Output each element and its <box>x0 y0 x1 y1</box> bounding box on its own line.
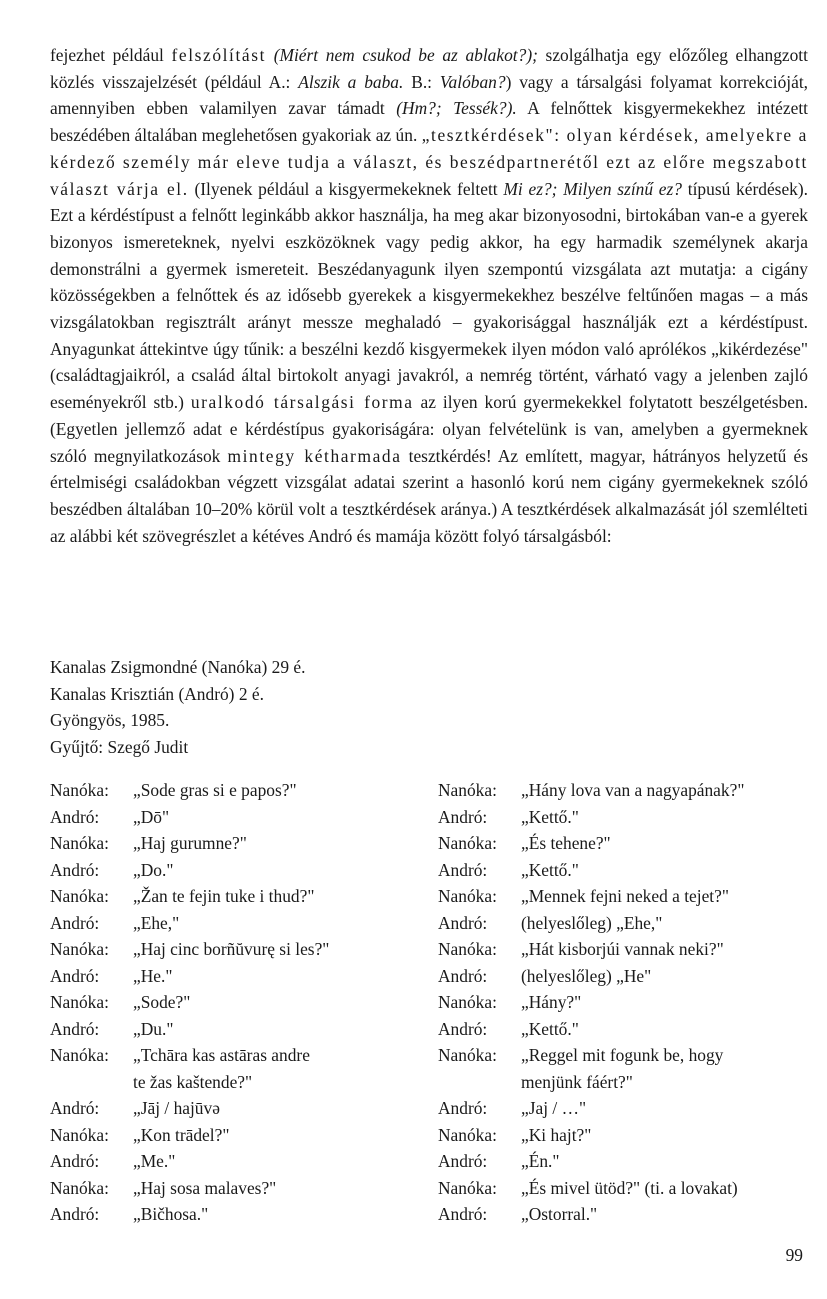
italic-run: (Hm?; Tessék?). <box>396 98 517 119</box>
italic-run: Alszik a baba. <box>298 71 404 92</box>
spaced-run: felszólítást <box>171 45 267 65</box>
utterance-line: „És mivel ütöd?" (ti. a lovakat) <box>521 1177 738 1198</box>
dialog-turn <box>438 1042 818 1095</box>
dialog-turn <box>438 1016 818 1043</box>
text-run: tesztkérdés! Az említett, magyar, hátrányos helyzetű és értelmiségi családokban végzett vizsgálat adatai szerint a hasonló korú nem cigány gyermekeknek szóló beszédben általában 10–20% körül volt a tesztkérdések aránya.) A tesztkérdések alkalmazását jól szemlélteti az alábbi két szövegrészlet a kétéves Andró és mamája között folyó társalgásból: <box>50 445 808 546</box>
dialog-turn <box>438 777 818 804</box>
body-paragraph <box>50 42 808 549</box>
dialog-turn <box>50 1016 430 1043</box>
dialog-turn <box>438 910 818 937</box>
text-run: az ilyen korú gyermekekkel folytatott beszélgetésben. (Egyetlen jellemző adat e kérdéstípus gyakoriságára: olyan felvételünk is van, amelyben a gyermeknek szóló megnyilatkozások <box>50 392 808 466</box>
utterance <box>521 1095 818 1122</box>
utterance-line: „Kettő." <box>521 1018 579 1039</box>
dialog-turn <box>50 989 430 1016</box>
utterance-line: „Hány lova van a nagyapának?" <box>521 780 745 800</box>
utterance-line: „Haj cinc borñŭvurę si les?" <box>133 939 330 959</box>
speaker-name: Andró: <box>438 1151 488 1171</box>
utterance <box>133 1122 430 1149</box>
speaker-name: Andró: <box>50 1098 100 1118</box>
utterance <box>521 1122 818 1149</box>
utterance-line: „Sode?" <box>133 992 191 1012</box>
dialog-turn <box>438 804 818 831</box>
utterance <box>133 989 430 1016</box>
dialog-turn <box>438 936 818 963</box>
utterance-line: „Dō" <box>133 806 170 827</box>
utterance <box>521 1148 818 1175</box>
speaker-name: Nanóka: <box>50 1177 109 1198</box>
text-run: A felnőttek kisgyermekekhez intézett beszédében általában meglehetősen gyakoriak az ún. <box>50 98 809 146</box>
dialog-turn <box>438 1095 818 1122</box>
dialog-turn <box>50 804 430 831</box>
italic-run: (Miért nem csukod be az ablakot?); <box>273 45 538 65</box>
utterance-line: „Kon trādel?" <box>133 1124 230 1145</box>
speaker-name: Andró: <box>438 1018 488 1039</box>
recording-source-info <box>50 654 550 760</box>
utterance-line: „Jaj / …" <box>521 1098 587 1118</box>
speaker-name: Andró: <box>438 1098 488 1118</box>
page-number: 99 <box>785 1245 803 1265</box>
dialog-turn <box>438 857 818 884</box>
utterance-line: „Sode gras si e papos?" <box>133 780 297 800</box>
utterance <box>133 963 430 990</box>
utterance <box>133 1175 430 1202</box>
utterance-line: „Kettő." <box>521 859 579 880</box>
utterance-line: „Jāj / hajūvə <box>133 1098 220 1118</box>
utterance-line: „Én." <box>521 1151 560 1171</box>
utterance <box>133 1148 430 1175</box>
dialog-turn <box>438 883 818 910</box>
utterance <box>133 777 430 804</box>
dialog-turn <box>438 1175 818 1202</box>
speaker-name: Andró: <box>50 806 100 827</box>
utterance <box>133 1042 430 1095</box>
speaker-name: Andró: <box>438 806 488 827</box>
dialog-turn <box>50 1122 430 1149</box>
source-line: Gyöngyös, 1985. <box>50 710 170 731</box>
utterance-line: „Me." <box>133 1151 176 1171</box>
utterance <box>521 1201 818 1228</box>
spaced-run: mintegy kétharmada <box>227 445 402 466</box>
speaker-name: Nanóka: <box>50 1045 109 1065</box>
dialog-turn <box>50 936 430 963</box>
utterance-line: „Ki hajt?" <box>521 1124 592 1145</box>
utterance-line: „Du." <box>133 1018 174 1039</box>
speaker-name: Andró: <box>438 1204 488 1224</box>
utterance-line: „És tehene?" <box>521 833 611 853</box>
utterance <box>521 857 818 884</box>
speaker-name: Andró: <box>50 1151 100 1171</box>
utterance-line: „He." <box>133 965 173 986</box>
speaker-name: Nanóka: <box>50 886 109 906</box>
dialog-turn <box>438 1122 818 1149</box>
utterance <box>521 1175 818 1202</box>
speaker-name: Nanóka: <box>50 939 109 959</box>
dialog-turn <box>50 777 430 804</box>
dialog-turn <box>50 1095 430 1122</box>
dialog-turn <box>50 910 430 937</box>
utterance <box>133 883 430 910</box>
speaker-name: Nanóka: <box>50 833 109 853</box>
utterance <box>521 830 818 857</box>
utterance-line: „Ehe," <box>133 912 180 933</box>
utterance-line: „Hát kisborjúi vannak neki?" <box>521 939 724 959</box>
speaker-name: Andró: <box>438 912 488 933</box>
utterance <box>133 936 430 963</box>
utterance-line: „Haj sosa malaves?" <box>133 1177 277 1198</box>
utterance <box>521 1016 818 1043</box>
utterance-line: menjünk fáért?" <box>521 1071 633 1092</box>
dialog-turn <box>438 1201 818 1228</box>
speaker-name: Nanóka: <box>50 1124 109 1145</box>
italic-run: Valóban? <box>439 71 506 92</box>
spaced-run: uralkodó társalgási forma <box>190 392 414 413</box>
speaker-name: Nanóka: <box>438 1124 497 1145</box>
speaker-name: Nanóka: <box>50 780 109 800</box>
source-line: Kanalas Krisztián (Andró) 2 é. <box>50 683 264 704</box>
dialog-turn <box>438 989 818 1016</box>
utterance-line: „Bičhosa." <box>133 1204 209 1224</box>
utterance <box>521 1042 818 1095</box>
dialog-turn <box>50 1175 430 1202</box>
dialog-column-left <box>50 777 430 1228</box>
text-run: (Ilyenek például a kisgyermekeknek feltett <box>188 178 504 199</box>
utterance <box>133 830 430 857</box>
speaker-name: Andró: <box>50 859 100 880</box>
utterance-line: „Tchāra kas astāras andre <box>133 1045 310 1065</box>
speaker-name: Nanóka: <box>438 1045 497 1065</box>
utterance <box>521 910 818 937</box>
utterance-line: (helyeslőleg) „He" <box>521 965 652 986</box>
text-run: szolgálhatja egy előzőleg elhangzott közlés visszajelzését (például A.: <box>50 45 808 92</box>
utterance-line: (helyeslőleg) „Ehe," <box>521 912 663 933</box>
source-line: Kanalas Zsigmondné (Nanóka) 29 é. <box>50 657 306 677</box>
speaker-name: Nanóka: <box>438 780 497 800</box>
speaker-name: Nanóka: <box>438 992 497 1012</box>
utterance <box>133 1016 430 1043</box>
text-run <box>266 45 274 65</box>
dialog-turn <box>438 963 818 990</box>
speaker-name: Andró: <box>50 912 100 933</box>
utterance <box>521 989 818 1016</box>
utterance <box>133 857 430 884</box>
utterance <box>521 883 818 910</box>
speaker-name: Nanóka: <box>438 886 497 906</box>
italic-run: Mi ez?; Milyen színű ez? <box>503 178 682 199</box>
utterance-line: „Mennek fejni neked a tejet?" <box>521 886 729 906</box>
dialog-turn <box>50 883 430 910</box>
utterance-line: te žas kaštende?" <box>133 1071 253 1092</box>
utterance-line: „Hány?" <box>521 992 582 1012</box>
utterance <box>521 963 818 990</box>
utterance-line: „Do." <box>133 859 174 880</box>
dialog-turn <box>50 857 430 884</box>
speaker-name: Nanóka: <box>438 1177 497 1198</box>
dialog-turn <box>50 963 430 990</box>
utterance-line: „Žan te fejin tuke i thud?" <box>133 886 315 906</box>
utterance <box>521 777 818 804</box>
dialog-turn <box>50 1148 430 1175</box>
text-run: B.: <box>403 71 440 92</box>
speaker-name: Andró: <box>438 859 488 880</box>
dialog-turn <box>438 830 818 857</box>
utterance-line: „Reggel mit fogunk be, hogy <box>521 1045 724 1065</box>
utterance-line: „Haj gurumne?" <box>133 833 247 853</box>
speaker-name: Nanóka: <box>50 992 109 1012</box>
utterance <box>521 936 818 963</box>
utterance <box>133 1095 430 1122</box>
utterance <box>133 1201 430 1228</box>
spaced-run: „tesztkérdések": olyan kérdések, amelyekre a kérdező személy már eleve tudja a választ, és beszédpartnerétől ezt az előre megszabott választ várja el. <box>50 125 808 199</box>
dialog-turn <box>438 1148 818 1175</box>
text-run: ) vagy a társalgási folyamat korrekcióját, amennyiben ebben valamilyen zavar támadt <box>50 71 809 119</box>
utterance-line: „Kettő." <box>521 806 579 827</box>
speaker-name: Andró: <box>438 965 488 986</box>
text-run: fejezhet például <box>50 45 172 65</box>
source-line: Gyűjtő: Szegő Judit <box>50 736 189 757</box>
dialog-turn <box>50 1042 430 1095</box>
dialog-turn <box>50 830 430 857</box>
dialog-turn <box>50 1201 430 1228</box>
utterance <box>133 804 430 831</box>
text-run: típusú kérdések). Ezt a kérdéstípust a felnőtt leginkább akkor használja, ha meg akar bizonyosodni, birtokában van-e a gyerek bizonyos ismereteknek, nyelvi eszközöknek vagy pedig akkor, ha egy harmadik személynek akarja demonstrálni a gyermek ismereteit. Beszédanyagunk ilyen szempontú vizsgálata azt mutatja: a cigány közösségekben a felnőttek és az idősebb gyerekek a kisgyermekekhez beszélve feltűnően magas – a más vizsgálatokban regisztrált arányt messze meghaladó – gyakorisággal használják ezt a kérdéstípust. Anyagunkat áttekintve úgy tűnik: a beszélni kezdő kisgyermekek ilyen módon való aprólékos „kikérdezése" (családtagjaikról, a család által birtokolt anyagi javakról, a nemrég történt, várható vagy a jelenben zajló eseményekről stb.) <box>50 178 809 413</box>
dialog-column-right <box>438 777 818 1228</box>
speaker-name: Nanóka: <box>438 833 497 853</box>
speaker-name: Andró: <box>50 1204 100 1224</box>
speaker-name: Andró: <box>50 1018 100 1039</box>
utterance-line: „Ostorral." <box>521 1204 598 1224</box>
utterance <box>133 910 430 937</box>
utterance <box>521 804 818 831</box>
speaker-name: Nanóka: <box>438 939 497 959</box>
speaker-name: Andró: <box>50 965 100 986</box>
